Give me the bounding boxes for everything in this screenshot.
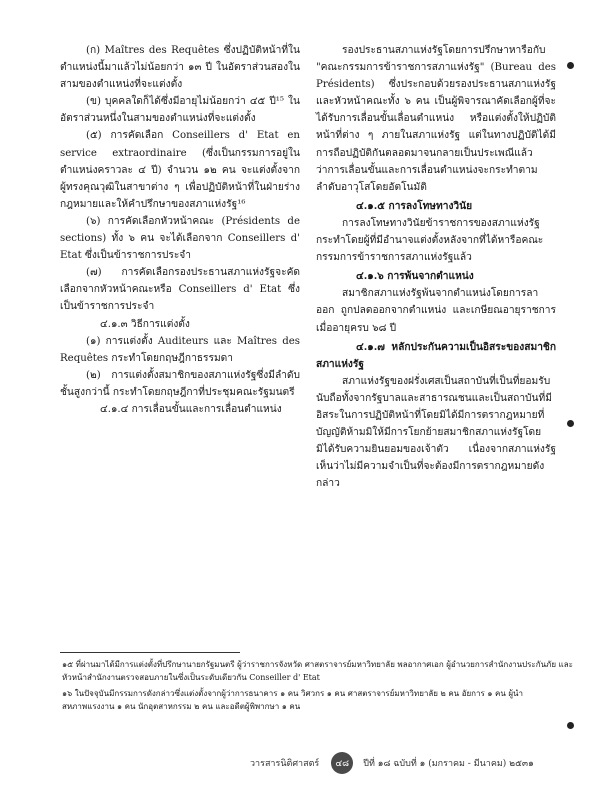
issue-info: ปีที่ ๑๘ ฉบับที่ ๑ (มกราคม - มีนาคม) ๒๕๓๑ xyxy=(363,759,534,769)
binding-hole-icon xyxy=(567,420,574,427)
section-heading: ๔.๑.๖ การพ้นจากตำแหน่ง xyxy=(356,270,474,283)
section-heading: ๔.๑.๔ การเลื่อนขั้นและการเลื่อนตำแหน่ง xyxy=(100,403,282,415)
paragraph: (๗) การคัดเลือกรองประธานสภาแห่งรัฐจะคัดเลือกจากหัวหน้าคณะหรือ Conseillers d' Etat ซึ่งเป็นข้าราชการประจำ xyxy=(60,267,300,313)
paragraph: สมาชิกสภาแห่งรัฐพ้นจากตำแหน่งโดยการลาออก ถูกปลดออกจากตำแหน่ง และเกษียณอายุราชการเมื่ออายุครบ ๖๘ ปี xyxy=(316,288,556,334)
footnotes xyxy=(62,658,574,716)
journal-name: วารสารนิติศาสตร์ xyxy=(250,759,320,769)
left-column xyxy=(60,42,300,418)
binding-hole-icon xyxy=(567,722,574,729)
paragraph: (๖) การคัดเลือกหัวหน้าคณะ (Présidents de sections) ทั้ง ๖ คน จะได้เลือกจาก Conseillers d' Etat ซึ่งเป็นข้าราชการประจำ xyxy=(60,215,300,262)
section-heading: ๔.๑.๗ หลักประกันความเป็นอิสระของสมาชิกสภาแห่งรัฐ xyxy=(316,340,556,370)
footnote: ๑๖ ในปัจจุบันมีกรรมการดังกล่าวซึ่งแต่งตั้งจากผู้ว่าการธนาคาร ๑ คน วิศวกร ๑ คน ศาสตราจารย์มหาวิทยาลัย ๒ คน อัยการ ๑ คน ผู้นำสหภาพแรงงาน ๑ คน นักอุตสาหกรรม ๒ คน และอดีตผู้พิพากษา ๑ คน xyxy=(62,689,523,711)
paragraph: (๑) การแต่งตั้ง Auditeurs และ Maîtres des Requêtes กระทำโดยกฤษฎีกาธรรมดา xyxy=(60,335,300,364)
page-footer xyxy=(250,752,534,774)
paragraph: (ก) Maîtres des Requêtes ซึ่งปฏิบัติหน้าที่ในตำแหน่งนี้มาแล้วไม่น้อยกว่า ๑๓ ปี ในอัตราส่วนสองในสามของตำแหน่งที่จะแต่งตั้ง xyxy=(60,45,300,91)
section-heading: ๔.๑.๓ วิธีการแต่งตั้ง xyxy=(100,318,190,330)
section-heading: ๔.๑.๕ การลงโทษทางวินัย xyxy=(356,199,473,212)
paragraph: (ข) บุคคลใดก็ได้ซึ่งมีอายุไม่น้อยกว่า ๔๕ ปี¹⁵ ในอัตราส่วนหนึ่งในสามของตำแหน่งที่จะแต่งตั้ง xyxy=(60,96,300,125)
page-number: ๔๘ xyxy=(331,752,353,774)
paragraph: สภาแห่งรัฐของฝรั่งเศสเป็นสถาบันที่เป็นที่ยอมรับนับถือทั้งจากรัฐบาลและสาธารณชนและเป็นสถาบันที่มีอิสระในการปฏิบัติหน้าที่โดยมิได้มีการตรากฎหมายที่บัญญัติห้ามมิให้มีการโยกย้ายสมาชิกสภาแห่งรัฐโดยมิได้รับความยินยอมของเจ้าตัว เนื่องจากสภาแห่งรัฐเห็นว่าไม่มีความจำเป็นที่จะต้องมีการตรากฎหมายดังกล่าว xyxy=(316,375,556,490)
footnote: ๑๕ ที่ผ่านมาได้มีการแต่งตั้งที่ปรึกษานายกรัฐมนตรี ผู้ว่าราชการจังหวัด ศาสตราจารย์มหาวิทยาลัย พลอากาศเอก ผู้อำนวยการสำนักงานประกันภัย และหัวหน้าสำนักงานตรวจสอบภายในซึ่งเป็นระดับเดียวกัน Conseiller d' Etat xyxy=(62,660,573,682)
paragraph: การลงโทษทางวินัยข้าราชการของสภาแห่งรัฐกระทำโดยผู้ที่มีอำนาจแต่งตั้งหลังจากที่ได้หารือคณะกรรมการข้าราชการสภาแห่งรัฐแล้ว xyxy=(316,217,544,264)
paragraph: (๒) การแต่งตั้งสมาชิกของสภาแห่งรัฐซึ่งมีลำดับชั้นสูงกว่านี้ กระทำโดยกฤษฎีกาที่ประชุมคณะรัฐมนตรี xyxy=(60,369,300,398)
right-column xyxy=(316,42,556,492)
paragraph: (๕) การคัดเลือก Conseillers d' Etat en service extraordinaire (ซึ่งเป็นกรรมการอยู่ในตำแหน่งคราวละ ๔ ปี) จำนวน ๑๒ คน จะแต่งตั้งจากผู้ทรงคุณวุฒิในสาขาต่าง ๆ เพื่อปฏิบัติหน้าที่ในฝ่ายร่างกฎหมายและให้คำปรึกษาของสภาแห่งรัฐ¹⁶ xyxy=(60,130,300,210)
paragraph: รองประธานสภาแห่งรัฐโดยการปรึกษาหารือกับ "คณะกรรมการข้าราชการสภาแห่งรัฐ" (Bureau des Présidents) ซึ่งประกอบด้วยรองประธานสภาแห่งรัฐและหัวหน้าคณะทั้ง ๖ คน เป็นผู้พิจารณาคัดเลือกผู้ที่จะได้รับการเลื่อนขั้นเลื่อนตำแหน่ง หรือแต่งตั้งให้ปฏิบัติหน้าที่ต่าง ๆ ภายในสภาแห่งรัฐ แต่ในทางปฏิบัติได้มีการถือปฏิบัติกันตลอดมาจนกลายเป็นประเพณีแล้วว่าการเลื่อนขั้นและการเลื่อนตำแหน่งจะกระทำตามลำดับอาวุโสโดยอัตโนมัติ xyxy=(316,45,556,193)
footnote-divider xyxy=(60,652,240,653)
binding-hole-icon xyxy=(567,62,574,69)
